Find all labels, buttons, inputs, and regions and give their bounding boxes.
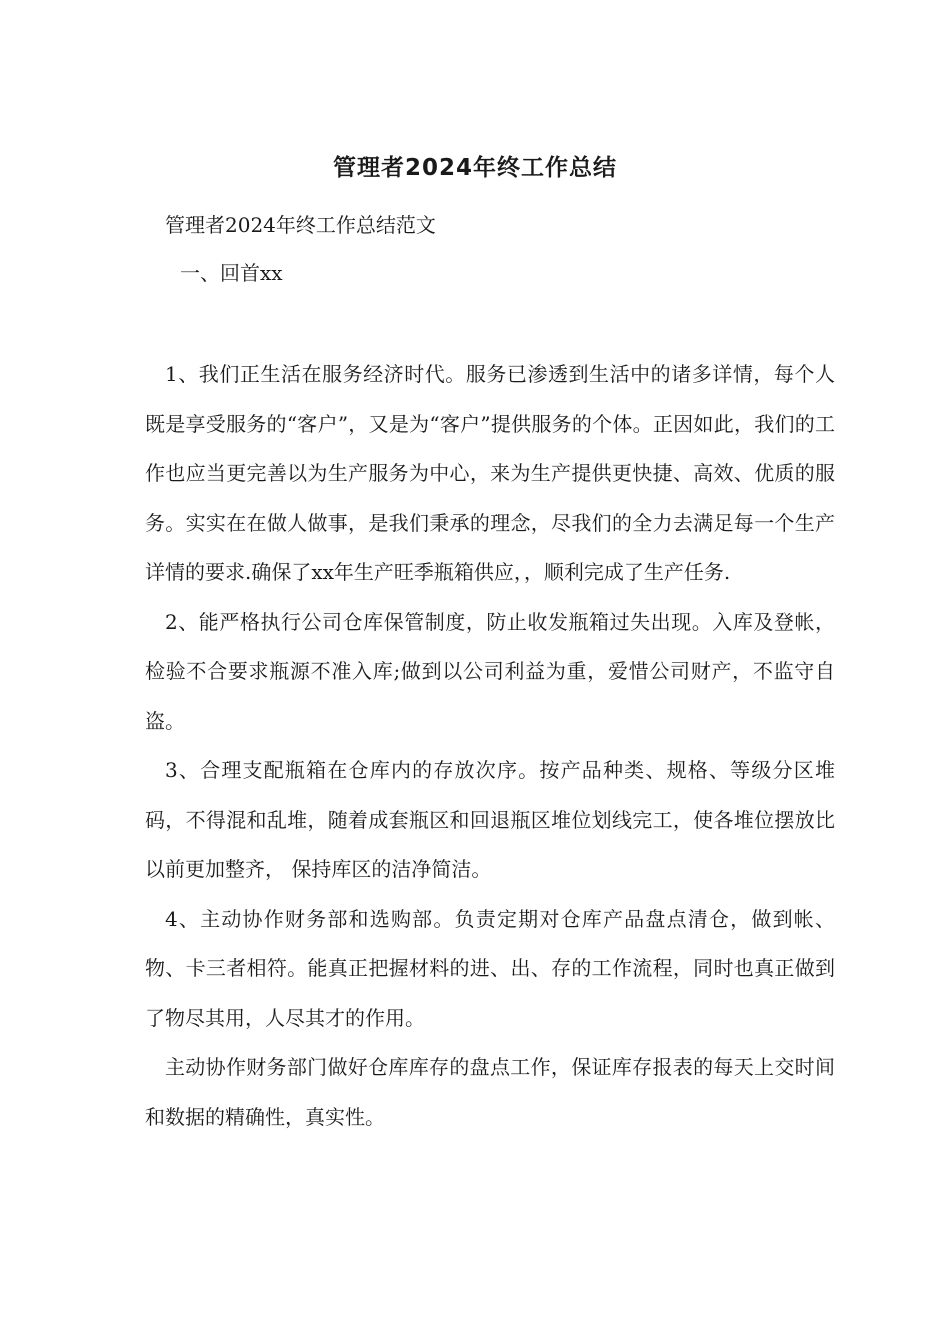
- paragraph-4: 4、主动协作财务部和选购部。负责定期对仓库产品盘点清仓，做到帐、物、卡三者相符。能真正把握材料的进、出、存的工作流程，同时也真正做到了物尽其用，人尽其才的作用。: [145, 906, 835, 1030]
- paragraph-2: 2、能严格执行公司仓库保管制度，防止收发瓶箱过失出现。入库及登帐，检验不合要求瓶源不准入库;做到以公司利益为重，爱惜公司财产，不监守自盗。: [145, 609, 835, 733]
- document-body: [145, 350, 835, 1142]
- section-heading: 一、回首xx: [180, 261, 283, 285]
- document-subtitle: 管理者2024年终工作总结范文: [165, 213, 436, 237]
- paragraph-3: 3、合理支配瓶箱在仓库内的存放次序。按产品种类、规格、等级分区堆码，不得混和乱堆，随着成套瓶区和回退瓶区堆位划线完工，使各堆位摆放比以前更加整齐， 保持库区的洁净简洁。: [145, 758, 835, 881]
- paragraph-5: 主动协作财务部门做好仓库库存的盘点工作，保证库存报表的每天上交时间和数据的精确性，真实性。: [145, 1055, 835, 1129]
- document-title: 管理者2024年终工作总结: [332, 155, 617, 181]
- paragraph-1: 1、我们正生活在服务经济时代。服务已渗透到生活中的诸多详情，每个人既是享受服务的“客户”，又是为“客户”提供服务的个体。正因如此，我们的工作也应当更完善以为生产服务为中心，来为生产提供更快捷、高效、优质的服务。实实在在做人做事，是我们秉承的理念，尽我们的全力去满足每一个生产详情的要求.确保了xx年生产旺季瓶箱供应，，顺利完成了生产任务.: [145, 362, 835, 584]
